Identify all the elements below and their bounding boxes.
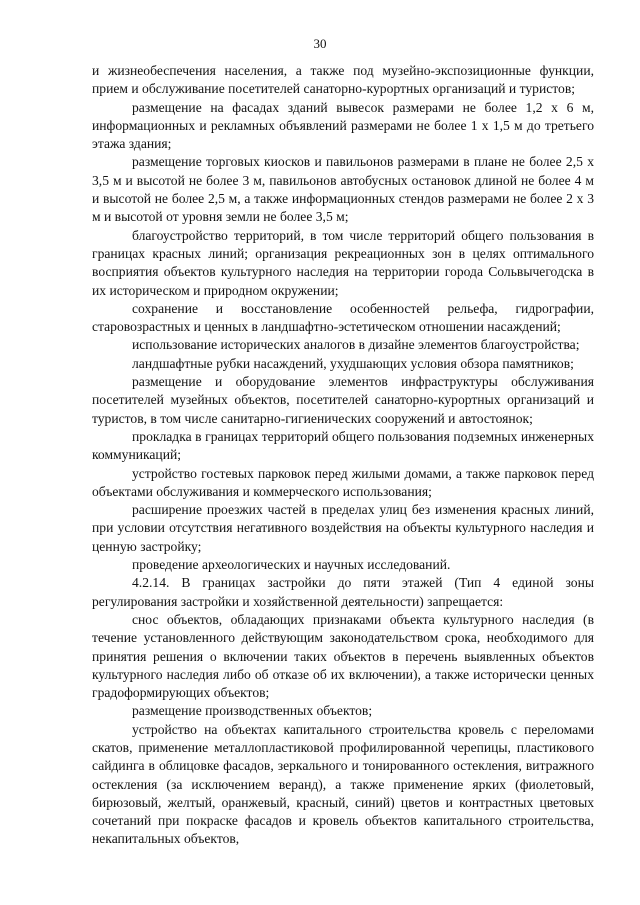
- paragraph-felling: ландшафтные рубки насаждений, ухудшающих условия обзора памятников;: [132, 355, 574, 371]
- paragraph-archaeology: проведение археологических и научных исследований.: [132, 557, 451, 573]
- paragraph-parking: устройство гостевых парковок перед жилыми домами, а также парковок перед объектами обслуживания и коммерческого использования;: [92, 465, 594, 499]
- paragraph-production: размещение производственных объектов;: [132, 703, 373, 719]
- page-number: 30: [313, 36, 327, 51]
- paragraph-infrastructure: размещение и оборудование элементов инфраструктуры обслуживания посетителей музейных объектов, посетителей санаторно-курортных организаций и туристов, в том числе санитарно-гигиенических сооружений и автостоянок;: [92, 374, 594, 426]
- paragraph-historic-analogs: использование исторических аналогов в дизайне элементов благоустройства;: [132, 337, 580, 353]
- paragraph-roofing: устройство на объектах капитального строительства кровель с переломами скатов, применение металлопластиковой профилированной черепицы, пластикового сайдинга в облицовке фасадов, зеркального и тонированного остекления, витражного остекления (за исключением веранд), а также применение ярких (фиолетовый, бирюзовый, желтый, оранжевый, красный, синий) цветов и контрастных цветовых сочетаний при покраске фасадов и кровель объектов капитального строительства, некапитальных объектов,: [92, 721, 594, 847]
- paragraph-continuation: и жизнеобеспечения населения, а также под музейно-экспозиционные функции, прием и обслуживание посетителей санаторно-курортных организаций и туристов;: [92, 63, 594, 97]
- paragraph-demolition: снос объектов, обладающих признаками объекта культурного наследия (в течение установленного действующим законодательством срока, необходимого для принятия решения о включении таких объектов в перечень выявленных объектов культурного наследия либо об отказе об их включении), а также исторически ценных градоформирующих объектов;: [92, 611, 594, 701]
- paragraph-kiosks: размещение торговых киосков и павильонов размерами в плане не более 2,5 х 3,5 м и высотой не более 3 м, павильонов автобусных остановок длиной не более 4 м и высотой не более 2,5 м, а также информационных стендов размерами не более 2 х 3 м и высотой от уровня земли не более 3,5 м;: [92, 154, 594, 225]
- paragraph-landscaping: благоустройство территорий, в том числе территорий общего пользования в границах красных линий; организация рекреационных зон в целях оптимального восприятия объектов культурного наследия на территории города Сольвычегодска в их историческом и природном окружении;: [92, 227, 594, 298]
- paragraph-section-4-2-14: 4.2.14. В границах застройки до пяти этажей (Тип 4 единой зоны регулирования застройки и хозяйственной деятельности) запрещается:: [92, 575, 594, 609]
- paragraph-signage: размещение на фасадах зданий вывесок размерами не более 1,2 х 6 м, информационных и рекламных объявлений размерами не более 1 х 1,5 м до третьего этажа здания;: [92, 99, 594, 152]
- document-body: [92, 62, 594, 849]
- paragraph-roadways: расширение проезжих частей в пределах улиц без изменения красных линий, при условии отсутствия негативного воздействия на объекты культурного наследия и ценную застройку;: [92, 502, 594, 554]
- paragraph-utilities: прокладка в границах территорий общего пользования подземных инженерных коммуникаций;: [92, 428, 594, 463]
- paragraph-relief: сохранение и восстановление особенностей рельефа, гидрографии, старовозрастных и ценных в ландшафтно-эстетическом отношении насаждений;: [92, 300, 594, 335]
